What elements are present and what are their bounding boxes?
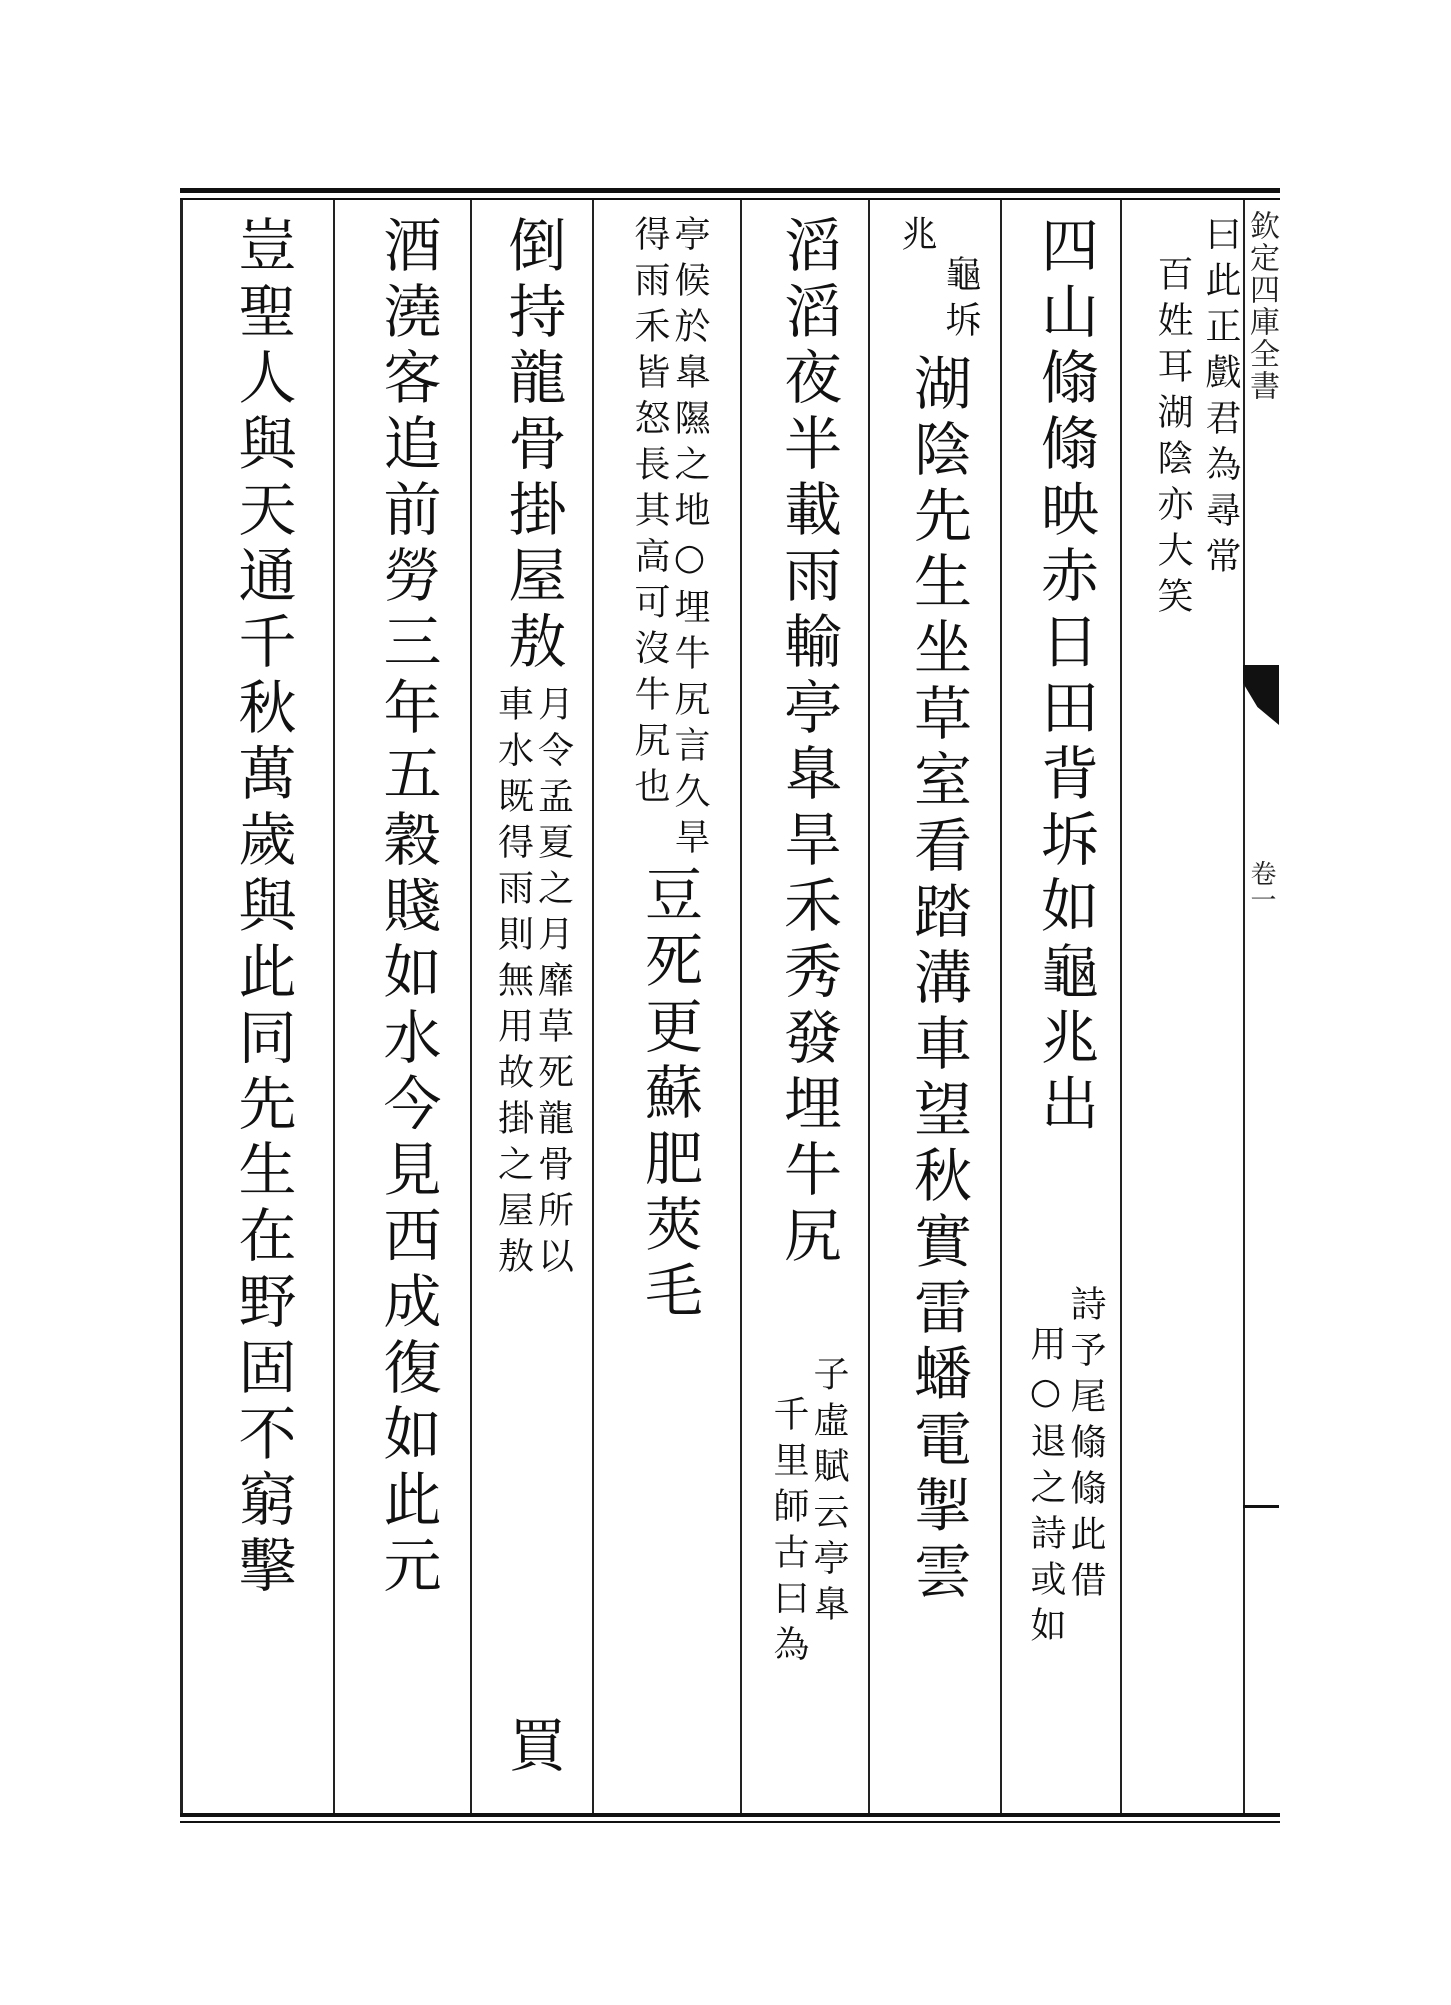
note-line: 曰此正戲君為尋常 <box>1200 215 1241 583</box>
text-column-4 <box>748 215 868 1805</box>
note-line: 龜坼 <box>940 255 981 347</box>
column-divider <box>333 200 335 1813</box>
main-text: 四山翛翛映赤日田背坼如龜兆出 <box>1031 215 1099 1139</box>
text-column-2 <box>1010 215 1120 1805</box>
fold-tick-mark <box>1243 1505 1279 1508</box>
main-text: 酒澆客追前勞三年五穀賤如水今見西成復如此元 <box>373 215 442 1601</box>
note-line: 兆 <box>896 215 937 261</box>
note-line: 車水既得雨則無用故掛之屋敖 <box>492 685 534 1283</box>
note-line: 用○退之詩或如 <box>1025 1325 1066 1652</box>
note-line: 亭候於臯隰之地○埋牛尻言久旱 <box>669 215 710 864</box>
column-divider <box>740 200 742 1813</box>
bottom-frame-rule <box>180 1813 1280 1817</box>
text-column-1 <box>1130 215 1240 1805</box>
bottom-frame-rule-thin <box>180 1821 1280 1823</box>
fold-fishtail-mark <box>1243 665 1279 725</box>
text-column-8 <box>200 215 325 1805</box>
note-line: 詩予尾翛翛此借 <box>1065 1285 1106 1607</box>
main-text: 倒持龍骨掛屋敖 <box>498 215 567 677</box>
column-divider <box>1120 200 1122 1813</box>
main-text: 湖陰先生坐草室看踏溝車望秋實雷蟠電掣雲 <box>904 353 972 1607</box>
text-column-7 <box>345 215 470 1805</box>
text-column-5 <box>600 215 738 1805</box>
column-divider <box>1000 200 1002 1813</box>
column-divider <box>1243 200 1245 1813</box>
text-column-3 <box>878 215 998 1805</box>
column-divider <box>592 200 594 1813</box>
main-text: 豆死更蘇肥莢毛 <box>635 864 703 1326</box>
note-line: 千里師古曰為 <box>768 1395 809 1671</box>
column-divider <box>470 200 472 1813</box>
note-line: 百姓耳湖陰亦大笑 <box>1152 255 1193 623</box>
column-divider <box>180 200 183 1813</box>
margin-book-title: 欽定四庫全書 <box>1244 210 1279 402</box>
main-text: 滔滔夜半載雨輸亭臯旱禾秀發埋牛尻 <box>774 215 842 1271</box>
column-divider <box>868 200 870 1813</box>
main-text: 豈聖人與天通千秋萬歲與此同先生在野固不窮擊 <box>228 215 297 1601</box>
top-frame-rule-thin <box>180 198 1280 200</box>
main-text-tail: 買 <box>498 1715 567 1781</box>
note-line: 月令孟夏之月靡草死龍骨所以 <box>532 685 574 1283</box>
note-line: 得雨禾皆怒長其高可沒牛尻也 <box>629 215 670 813</box>
note-line: 子虛賦云亭臯 <box>808 1355 849 1631</box>
margin-volume-label: 卷一 <box>1246 860 1276 912</box>
text-column-6 <box>475 215 590 1805</box>
top-frame-rule <box>180 188 1280 193</box>
